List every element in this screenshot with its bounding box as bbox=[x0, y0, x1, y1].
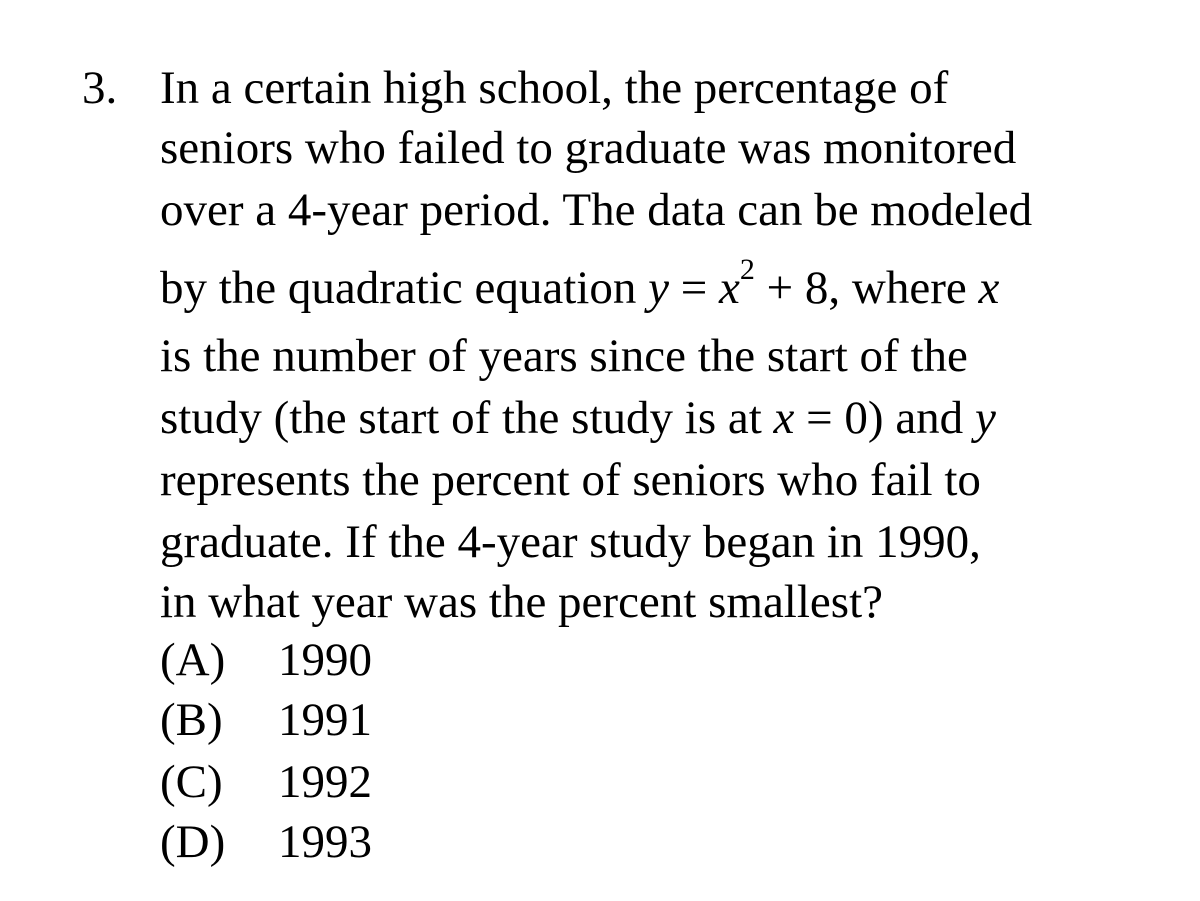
equation-equals: = bbox=[668, 262, 719, 314]
choice-d-value: 1993 bbox=[278, 816, 372, 868]
question-line-3: over a 4-year period. The data can be modeled bbox=[160, 184, 1033, 236]
study-start-text: study (the start of the study is at bbox=[160, 392, 774, 444]
choice-c[interactable] bbox=[160, 752, 372, 812]
choice-a-label: (A) bbox=[160, 634, 226, 686]
choice-d[interactable] bbox=[160, 812, 372, 872]
equation-x: x bbox=[719, 262, 740, 314]
choice-b[interactable] bbox=[160, 690, 372, 750]
question-line-9: in what year was the percent smallest? bbox=[160, 576, 883, 628]
variable-x: x bbox=[978, 262, 1000, 314]
question-number: 3. bbox=[82, 62, 118, 114]
variable-y: y bbox=[974, 392, 996, 444]
equation-exponent: 2 bbox=[739, 253, 755, 286]
choice-a-value: 1990 bbox=[278, 634, 372, 686]
variable-x-start: x bbox=[773, 392, 795, 444]
question-line-4 bbox=[160, 253, 1000, 324]
choice-b-value: 1991 bbox=[278, 694, 372, 746]
study-start-value: = 0) and bbox=[794, 392, 975, 444]
choice-b-label: (B) bbox=[160, 694, 223, 746]
equation-constant: + 8 bbox=[754, 262, 829, 314]
quadratic-equation bbox=[648, 253, 829, 314]
equation-where-text: , where bbox=[828, 262, 979, 314]
choice-a[interactable] bbox=[160, 630, 372, 690]
question-line-5: is the number of years since the start of the bbox=[160, 330, 968, 382]
choice-d-label: (D) bbox=[160, 816, 226, 868]
equation-intro-text: by the quadratic equation bbox=[160, 262, 649, 314]
question-line-6 bbox=[160, 388, 996, 448]
choice-c-value: 1992 bbox=[278, 756, 372, 808]
equation-y: y bbox=[648, 262, 669, 314]
question-line-7: represents the percent of seniors who fail to bbox=[160, 454, 981, 506]
question-line-1: In a certain high school, the percentage of bbox=[160, 62, 949, 114]
question-line-8: graduate. If the 4-year study began in 1990, bbox=[160, 516, 981, 568]
choice-c-label: (C) bbox=[160, 756, 223, 808]
question-line-2: seniors who failed to graduate was monitored bbox=[160, 122, 1017, 174]
